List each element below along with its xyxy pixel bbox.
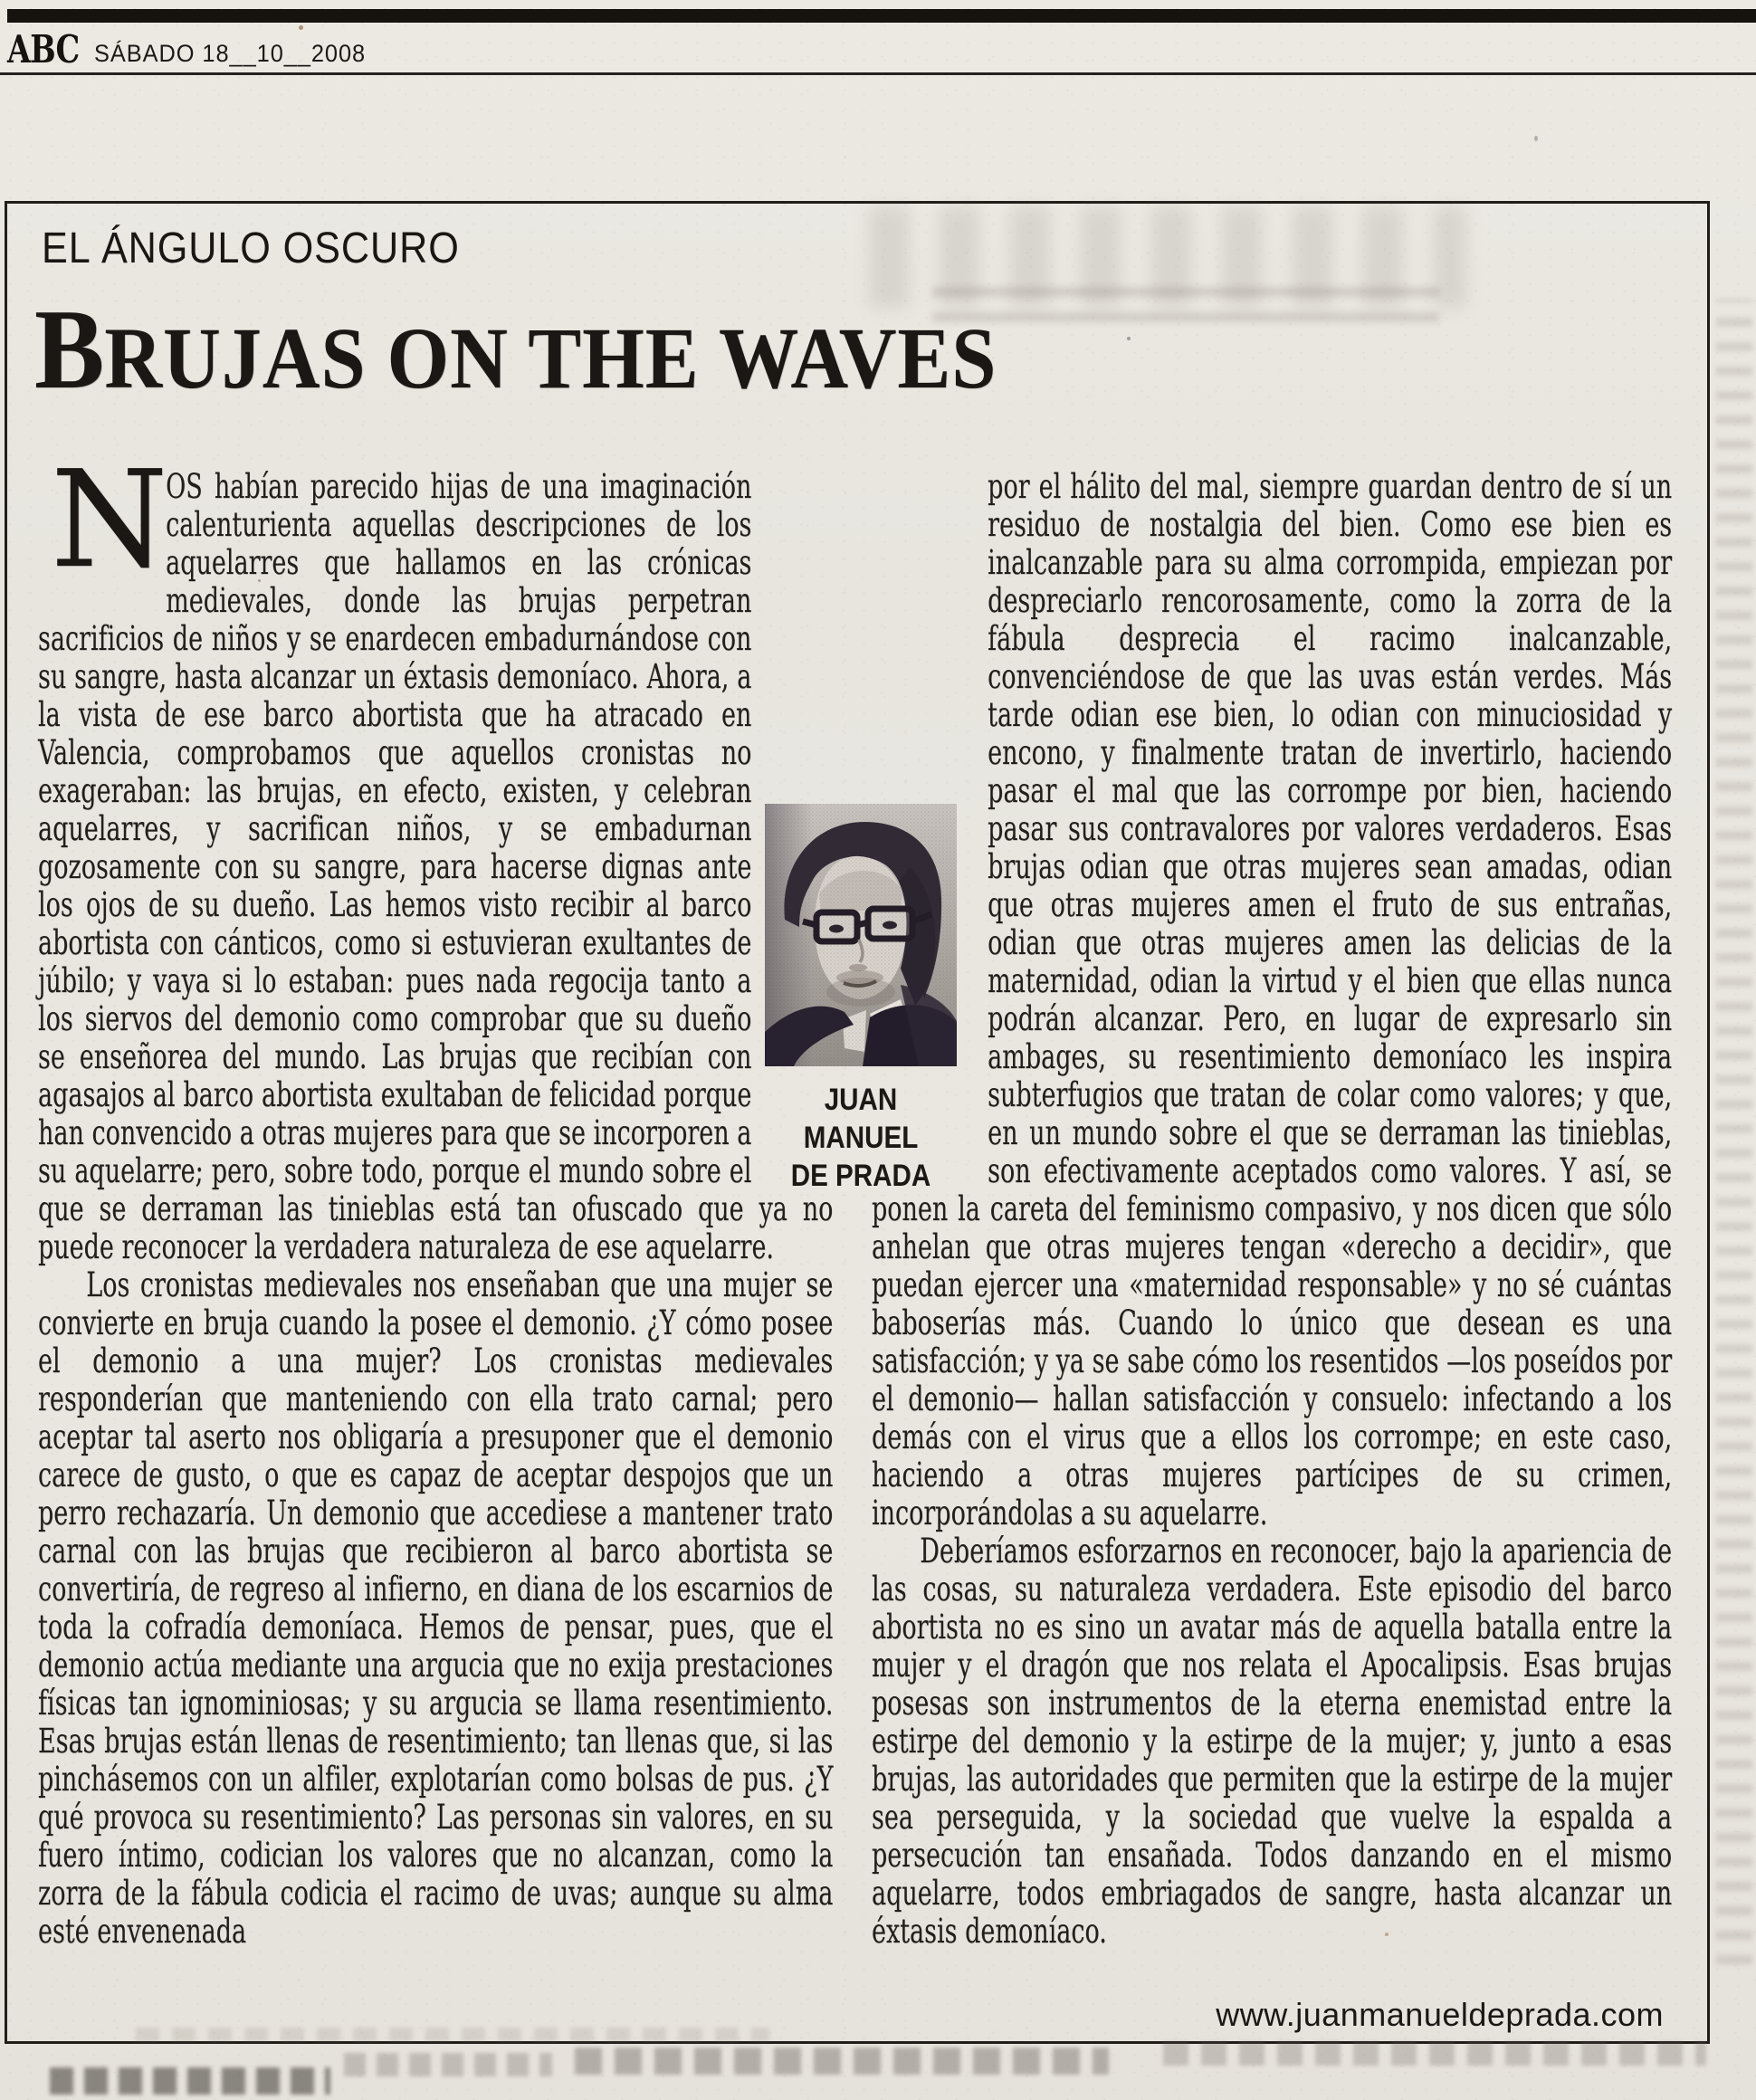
paragraph (38, 467, 833, 1265)
cutoff-text-fragment (344, 2053, 552, 2076)
paragraph (38, 1265, 833, 1950)
issue-date: SÁBADO 18__10__2008 (94, 40, 367, 67)
paragraph (872, 1532, 1672, 1950)
section-kicker: EL ÁNGULO OSCURO (42, 224, 460, 272)
left-column (38, 467, 833, 1950)
paragraph-text: Deberíamos esforzarnos en reconocer, bajo la apariencia de las cosas, su naturaleza verdadera. Este episodio del barco abortista no es sino un avatar más de aquella batalla entre la mujer y el dragón que nos relata el Apocalipsis. Esas brujas posesas son instrumentos de la eterna enemistad entre la estirpe del demonio y la estirpe de la mujer; y, junto a esas brujas, las autoridades que permiten que la estirpe de la mujer sea perseguida, y la sociedad que vuelve la espalda a persecución tan ensañada. Todos danzando en el mismo aquelarre, todos embriagados de sangre, hasta alcanzar un éxtasis demoníaco. (872, 1531, 1673, 1951)
caption-line-2: DE PRADA (790, 1159, 931, 1193)
paragraph-text: por el hálito del mal, siempre guardan dentro de sí un residuo de nostalgia del bien. Como ese bien es inalcanzable para su alma corrompida, empiezan por despreciarlo rencorosamente, como la zorra de la fábula desprecia el racimo inalcanzable, convenciéndose de que las uvas están verdes. Más tarde odian ese bien, lo odian con minuciosidad y encono, y finalmente tratan de invertirlo, haciendo pasar el mal que las corrompe por bien, haciendo pasar sus contravalores por valores verdaderos. Esas brujas odian que otras mujeres sean amadas, odian que otras mujeres amen el fruto de sus entrañas, odian que otras mujeres amen las delicias de la maternidad, odian la virtud y el bien que ellas nunca podrán alcanzar. Pero, en lugar de expresarlo sin ambages, su resentimiento demoníaco les inspira subterfugios que tratan de colar como valores; y que, en un mundo sobre el que se derraman las tinieblas, son efectivamente aceptados como valores. Y así, se ponen la careta del feminismo compasivo, y nos dicen que sólo anhelan que otras mujeres tengan «derecho a decidir», que puedan ejercer una «maternidad responsable» y no sé cuántas baboserías más. Cuando lo único que desean es una satisfacción; y ya se sabe cómo los resentidos —los poseídos por el demonio— hallan satisfacción y consuelo: infectando a los demás con el virus que a ellos los corrompe; en este caso, haciendo a otras mujeres partícipes de su crimen, incorporándolas a su aquelarre. (872, 466, 1673, 1532)
drop-cap-spacer (38, 467, 166, 583)
paragraph-text: Los cronistas medievales nos enseñaban que una mujer se convierte en bruja cuando la posee el demonio. ¿Y cómo posee el demonio a una mujer? Los cronistas medievales responderían que manteniendo con ella trato carnal; pero aceptar tal aserto nos obligaría a presuponer que el demonio carece de gusto, o que es capaz de aceptar despojos que un perro rechazaría. Un demonio que accediese a mantener trato carnal con las brujas que recibieron al barco abortista se convertiría, de regreso al infierno, en diana de los escarnios de toda la cofradía demoníaca. Hemos de pensar, pues, que el demonio actúa mediante una argucia que no exija prestaciones físicas tan ignominiosas; y su argucia se llama resentimiento. Esas brujas están llenas de resentimiento; tan llenas que, si las pinchásemos con un alfiler, explotarían como bolsas de pus. ¿Y qué provoca su resentimiento? Las personas sin valores, en su fuero íntimo, codician los valores que no alcanzan, como la zorra de la fábula codicia el racimo de uvas; aunque su alma esté envenenada (38, 1265, 834, 1951)
cutoff-text-fragment (1163, 2042, 1706, 2066)
masthead-divider (0, 72, 1756, 75)
paragraph (872, 467, 1672, 1532)
paper-speck (299, 25, 303, 30)
headline-text: RUJAS ON THE WAVES (104, 310, 997, 406)
lead-small-caps: OS (166, 466, 203, 506)
paper-speck (1127, 337, 1131, 340)
cutoff-text-fragment (575, 2048, 1109, 2075)
page-edge-ghost-column (1716, 299, 1752, 1964)
headline-initial-cap: B (34, 287, 105, 413)
article-headline (34, 287, 997, 415)
right-column (872, 467, 1672, 1950)
photo-caption (768, 1081, 953, 1195)
paragraph-text: habían parecido hijas de una imaginación calenturienta aquellas descripciones de los aquelarres que hallamos en las crónicas medievales, donde las brujas perpetran sacrificios de niños y se enardecen embadurnándose con su sangre, hasta alcanzar un éxtasis demoníaco. Ahora, a la vista de ese barco abortista que ha atracado en Valencia, comprobamos que aquellos cronistas no exageraban: las brujas, en efecto, existen, y celebran aquelarres, y sacrifican niños, y se embadurnan gozosamente con su sangre, para hacerse dignas ante los ojos de su dueño. Las hemos visto recibir al barco abortista con cánticos, como si estuvieran exultantes de júbilo; y vaya si lo estaban: pues nada regocija tanto a los siervos del demonio como comprobar que su dueño se enseñorea del mundo. Las brujas que recibían con agasajos al barco abortista exultaban de felicidad porque han convencido a otras mujeres para que se incorporen a su aquelarre; pero, sobre todo, porque el mundo sobre el que se derraman las tinieblas está tan ofuscado que ya no puede reconocer la verdadera naturaleza de ese aquelarre. (38, 466, 834, 1266)
caption-line-1: JUAN MANUEL (803, 1083, 919, 1155)
author-portrait-photo (765, 804, 957, 1066)
portrait-photo-graphic (765, 804, 957, 1066)
cutoff-text-fragment (50, 2067, 330, 2095)
author-website-url: www.juanmanueldeprada.com (1216, 1996, 1664, 2033)
newspaper-logo: ABC (7, 27, 80, 72)
paper-speck (1534, 136, 1538, 141)
drop-cap: N (51, 442, 168, 597)
masthead-rule-bar (7, 9, 1756, 23)
